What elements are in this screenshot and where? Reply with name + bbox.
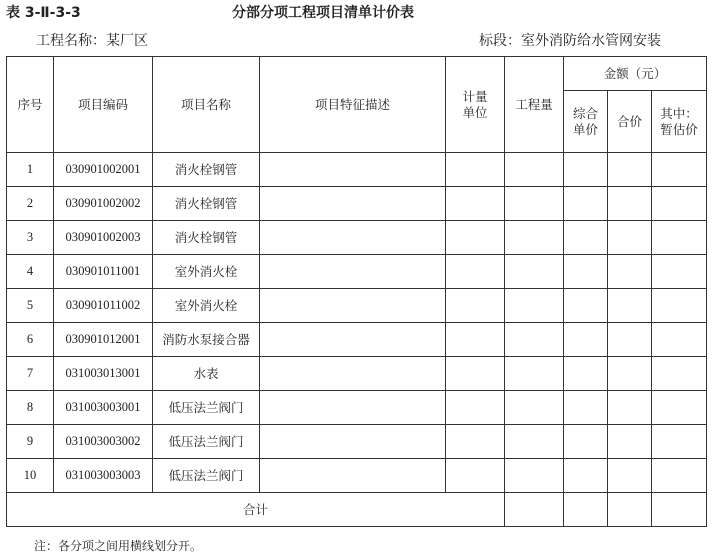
document-title: 分部分项工程项目清单计价表 <box>232 5 414 21</box>
cell-name: 低压法兰阀门 <box>153 425 260 459</box>
cell-quantity <box>505 289 564 323</box>
cell-name: 水表 <box>153 357 260 391</box>
cell-unit <box>446 187 505 221</box>
cell-estimate <box>652 323 707 357</box>
cell-quantity <box>505 425 564 459</box>
cell-code: 031003003001 <box>54 391 153 425</box>
cell-unit <box>446 255 505 289</box>
table-number: 表 3-Ⅱ-3-3 <box>6 5 81 21</box>
cell-seq: 7 <box>7 357 54 391</box>
table-row <box>7 289 707 323</box>
cell-code: 030901011001 <box>54 255 153 289</box>
cell-estimate <box>652 221 707 255</box>
cell-name: 室外消火栓 <box>153 289 260 323</box>
cell-estimate <box>652 425 707 459</box>
cell-seq: 6 <box>7 323 54 357</box>
table-row <box>7 391 707 425</box>
cell-total-price <box>608 289 652 323</box>
cell-code: 030901002003 <box>54 221 153 255</box>
cell-unit <box>446 357 505 391</box>
cell-unit-price <box>564 221 608 255</box>
cell-total-price <box>608 221 652 255</box>
cell-name: 消火栓钢管 <box>153 187 260 221</box>
cell-quantity <box>505 357 564 391</box>
total-unit-price <box>564 493 608 527</box>
cell-code: 030901002001 <box>54 153 153 187</box>
cell-unit <box>446 391 505 425</box>
table-row <box>7 357 707 391</box>
cell-estimate <box>652 153 707 187</box>
cell-name: 消火栓钢管 <box>153 221 260 255</box>
cell-code: 030901011002 <box>54 289 153 323</box>
cell-estimate <box>652 289 707 323</box>
cell-quantity <box>505 221 564 255</box>
header-estimate-line2: 暂估价 <box>660 121 698 137</box>
cell-code: 031003003003 <box>54 459 153 493</box>
cell-seq: 2 <box>7 187 54 221</box>
cell-unit <box>446 153 505 187</box>
project-name: 工程名称：某厂区 <box>36 33 148 49</box>
cell-unit-price <box>564 425 608 459</box>
cell-total-price <box>608 425 652 459</box>
cell-unit-price <box>564 459 608 493</box>
header-total-price: 合价 <box>608 91 652 153</box>
cell-seq: 10 <box>7 459 54 493</box>
cell-description <box>260 153 446 187</box>
table-row <box>7 187 707 221</box>
table-row <box>7 425 707 459</box>
table-row <box>7 255 707 289</box>
cell-description <box>260 323 446 357</box>
cell-name: 消防水泵接合器 <box>153 323 260 357</box>
cell-name: 低压法兰阀门 <box>153 391 260 425</box>
cell-description <box>260 221 446 255</box>
cell-description <box>260 187 446 221</box>
cell-description <box>260 391 446 425</box>
cell-code: 030901012001 <box>54 323 153 357</box>
cell-unit <box>446 221 505 255</box>
cell-unit-price <box>564 187 608 221</box>
cell-name: 室外消火栓 <box>153 255 260 289</box>
cell-unit <box>446 323 505 357</box>
cell-estimate <box>652 255 707 289</box>
cell-unit-price <box>564 391 608 425</box>
header-quantity: 工程量 <box>505 57 564 153</box>
cell-name: 消火栓钢管 <box>153 153 260 187</box>
cell-description <box>260 357 446 391</box>
bill-of-quantities-table <box>6 56 707 527</box>
header-estimate <box>652 91 707 153</box>
cell-total-price <box>608 459 652 493</box>
header-description: 项目特征描述 <box>260 57 446 153</box>
total-price-sum <box>608 493 652 527</box>
cell-quantity <box>505 187 564 221</box>
cell-estimate <box>652 357 707 391</box>
header-row-top <box>7 57 707 91</box>
total-label: 合计 <box>7 493 505 527</box>
cell-seq: 3 <box>7 221 54 255</box>
cell-unit <box>446 459 505 493</box>
cell-quantity <box>505 391 564 425</box>
cell-unit-price <box>564 357 608 391</box>
header-unit-price <box>564 91 608 153</box>
cell-unit-price <box>564 323 608 357</box>
cell-seq: 8 <box>7 391 54 425</box>
cell-total-price <box>608 323 652 357</box>
cell-unit-price <box>564 289 608 323</box>
cell-seq: 4 <box>7 255 54 289</box>
cell-estimate <box>652 187 707 221</box>
cell-unit-price <box>564 153 608 187</box>
cell-seq: 9 <box>7 425 54 459</box>
cell-code: 030901002002 <box>54 187 153 221</box>
header-code: 项目编码 <box>54 57 153 153</box>
cell-quantity <box>505 323 564 357</box>
cell-description <box>260 425 446 459</box>
cell-unit <box>446 289 505 323</box>
header-unit-price-line1: 综合 <box>572 105 598 121</box>
table-row <box>7 153 707 187</box>
cell-quantity <box>505 153 564 187</box>
cell-unit-price <box>564 255 608 289</box>
cell-estimate <box>652 459 707 493</box>
cell-description <box>260 289 446 323</box>
section-name: 标段：室外消防给水管网安装 <box>479 33 661 49</box>
cell-total-price <box>608 255 652 289</box>
header-amount: 金额（元） <box>564 57 707 91</box>
header-unit <box>446 57 505 153</box>
cell-seq: 1 <box>7 153 54 187</box>
cell-description <box>260 255 446 289</box>
cell-unit <box>446 425 505 459</box>
table-row <box>7 221 707 255</box>
header-unit-line2: 单位 <box>462 104 488 120</box>
cell-total-price <box>608 187 652 221</box>
total-quantity <box>505 493 564 527</box>
cell-quantity <box>505 255 564 289</box>
cell-name: 低压法兰阀门 <box>153 459 260 493</box>
cell-estimate <box>652 391 707 425</box>
cell-description <box>260 459 446 493</box>
header-name: 项目名称 <box>153 57 260 153</box>
cell-code: 031003013001 <box>54 357 153 391</box>
header-seq: 序号 <box>7 57 54 153</box>
total-row <box>7 493 707 527</box>
cell-seq: 5 <box>7 289 54 323</box>
table-row <box>7 323 707 357</box>
header-unit-line1: 计量 <box>462 88 488 104</box>
footnote: 注：各分项之间用横线划分开。 <box>34 539 203 553</box>
cell-quantity <box>505 459 564 493</box>
header-estimate-line1: 其中： <box>660 105 698 121</box>
cell-total-price <box>608 391 652 425</box>
cell-total-price <box>608 357 652 391</box>
cell-total-price <box>608 153 652 187</box>
total-estimate <box>652 493 707 527</box>
header-unit-price-line2: 单价 <box>572 121 598 137</box>
cell-code: 031003003002 <box>54 425 153 459</box>
table-row <box>7 459 707 493</box>
